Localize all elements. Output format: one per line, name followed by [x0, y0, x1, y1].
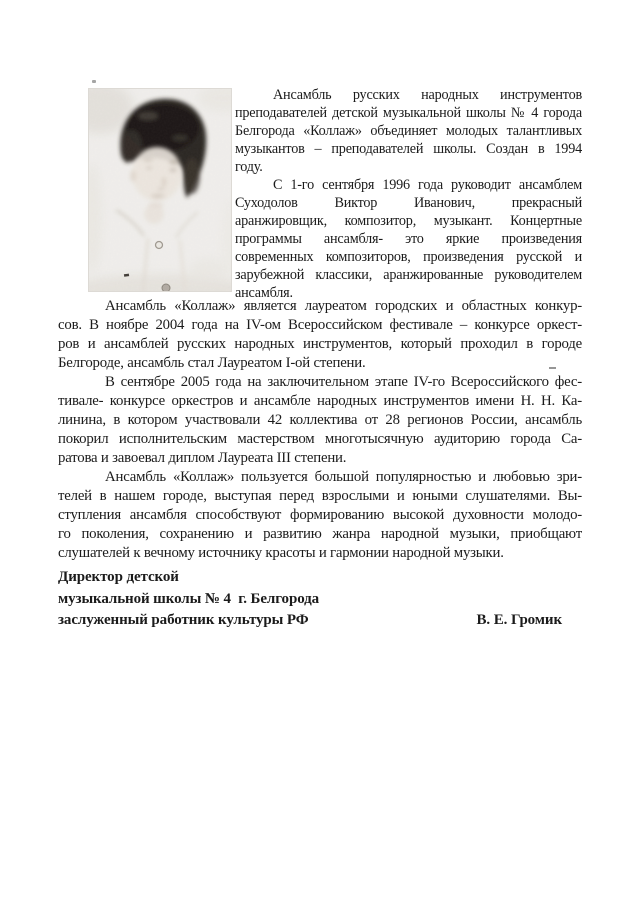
signature-title-line-3: заслуженный работник культуры РФ [58, 612, 309, 628]
text-line: преподавателей детской музыкальной школы № 4 города [235, 105, 582, 121]
paragraph-director-intro [235, 176, 582, 302]
portrait-photo-image [88, 88, 232, 292]
signature-block [58, 567, 582, 632]
text-line: покорил исполнительским мастерством многотысячную аудиторию города Са- [58, 431, 582, 447]
text-line: аранжировщик, композитор, музыкант. Концертные [235, 213, 582, 229]
signature-row [58, 610, 582, 632]
text-line: ров и ансамблей русских народных инструментов, который проходил в городе [58, 336, 582, 352]
body-text [58, 297, 582, 563]
paragraph-popularity [58, 468, 582, 563]
intro-text-column [235, 86, 582, 302]
text-line: телей в нашем городе, выступая перед взрослыми и юными слушателями. Вы- [58, 488, 582, 504]
text-line: ратова и завоевал диплом Лауреата III степени. [58, 450, 347, 466]
text-line: ступления ансамбля способствуют формированию высокой духовности молодо- [58, 507, 582, 523]
text-line: зарубежной классики, аранжированные руководителем [235, 267, 582, 283]
paragraph-festival-2005 [58, 373, 582, 468]
paragraph-awards-2004 [58, 297, 582, 373]
text-line: Белгорода «Коллаж» объединяет молодых талантливых [235, 123, 582, 139]
signature-title-line-2: музыкальной школы № 4 г. Белгорода [58, 590, 320, 607]
text-line: году. [235, 159, 263, 175]
paragraph-ensemble-intro [235, 86, 582, 176]
signature-name: В. Е. Громик [476, 612, 562, 628]
text-line: слушателей к вечному источнику красоты и гармонии народной музыки. [58, 545, 504, 561]
text-line: го поколения, сохранению и развитию жанра народной музыки, приобщают [58, 526, 582, 542]
text-line: музыкантов – преподавателей школы. Создан в 1994 [235, 141, 582, 157]
text-line: современных композиторов, произведения русской и [235, 249, 582, 265]
portrait-photo [88, 88, 232, 292]
text-line: программы ансамбля- это яркие произведения [235, 231, 582, 247]
text-line: В сентябре 2005 года на заключительном этапе IV-го Всероссийского фес- [105, 374, 582, 390]
text-line: Суходолов Виктор Иванович, прекрасный [235, 195, 582, 211]
text-line: ансамбля. [235, 285, 293, 301]
text-line: сов. В ноябре 2004 года на IV-ом Всероссийском фестивале – конкурсе оркест- [58, 317, 582, 333]
signature-title-line-1: Директор детской [58, 569, 179, 585]
text-line: Ансамбль русских народных инструментов [273, 87, 582, 103]
scan-artifact [92, 80, 96, 83]
text-line: тивале- конкурсе оркестров и ансамбле народных инструментов имени Н. Н. Ка- [58, 393, 582, 409]
text-line: С 1-го сентября 1996 года руководит ансамблем [273, 177, 582, 193]
text-line: Ансамбль «Коллаж» является лауреатом городских и областных конкур- [105, 298, 582, 314]
text-line: Ансамбль «Коллаж» пользуется большой популярностью и любовью зри- [105, 469, 582, 485]
text-line: линина, в котором участвовали 42 коллектива от 28 регионов России, ансамбль [58, 412, 582, 428]
text-line: Белгороде, ансамбль стал Лауреатом I-ой степени. [58, 355, 366, 371]
